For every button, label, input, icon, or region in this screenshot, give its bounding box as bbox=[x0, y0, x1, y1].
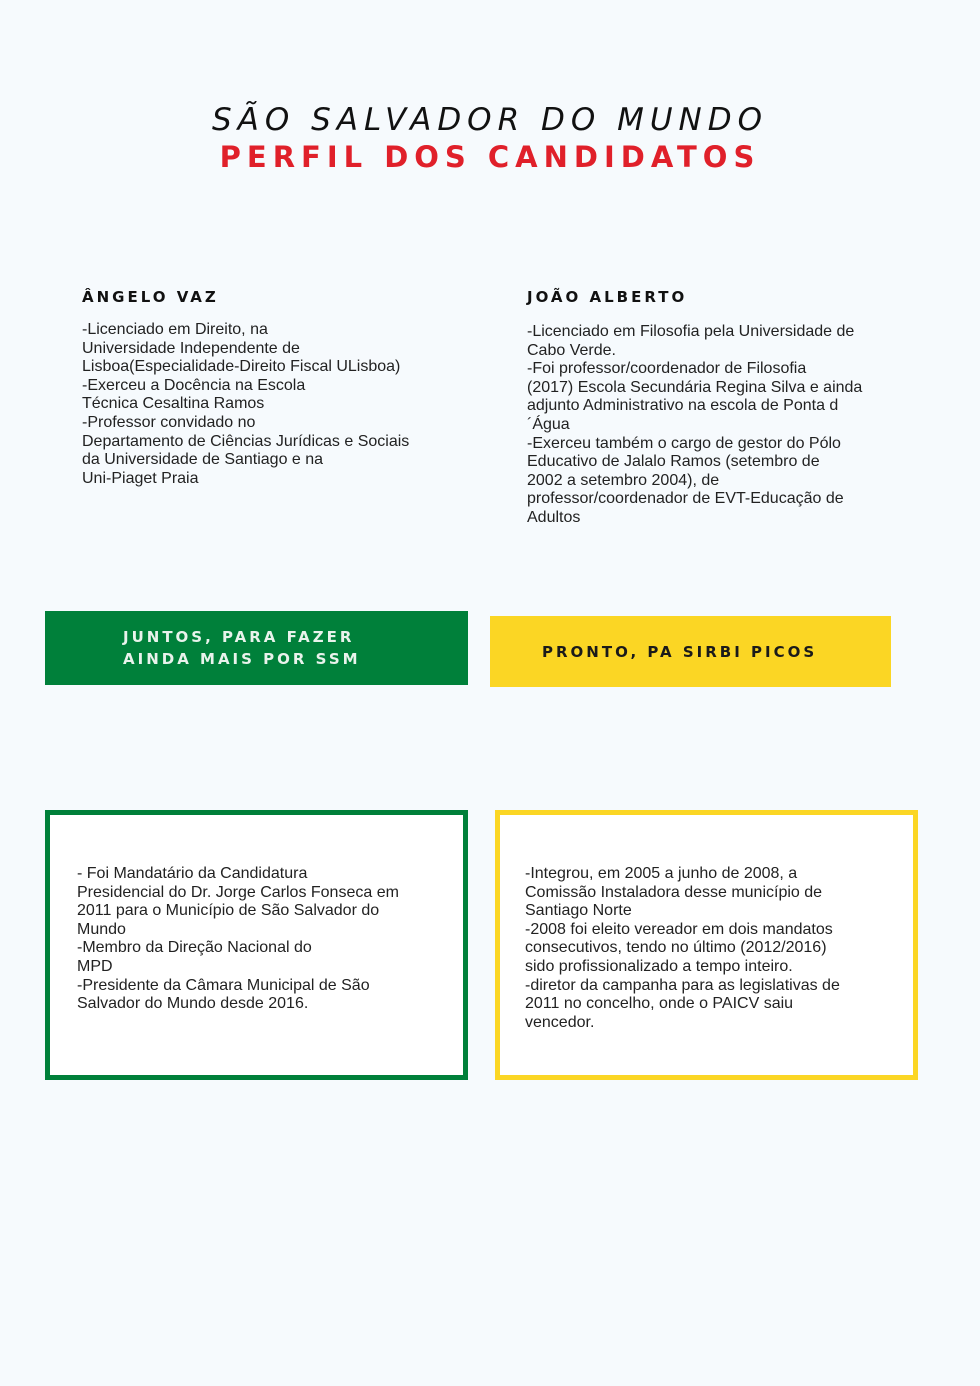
details-line: Comissão Instaladora desse município de bbox=[525, 883, 823, 901]
details-line: sido profissionalizado a tempo inteiro. bbox=[525, 957, 793, 975]
details-line: -diretor da campanha para as legislativas de bbox=[525, 976, 840, 994]
details-line: MPD bbox=[77, 957, 113, 975]
bio-line: -Exerceu a Docência na Escola bbox=[82, 376, 306, 394]
bio-line: Técnica Cesaltina Ramos bbox=[82, 395, 265, 413]
bio-line: Cabo Verde. bbox=[527, 341, 616, 359]
bio-line: -Licenciado em Direito, na bbox=[82, 321, 268, 338]
details-line: -Membro da Direção Nacional do bbox=[77, 939, 312, 957]
slogan-text bbox=[490, 641, 817, 663]
candidate-name-joao-alberto: JOÃO ALBERTO bbox=[527, 288, 688, 306]
details-line: -2008 foi eleito vereador em dois mandatos bbox=[525, 920, 833, 938]
bio-line: 2002 a setembro 2004), de bbox=[527, 471, 720, 489]
bio-line: professor/coordenador de EVT-Educação de bbox=[527, 490, 844, 508]
bio-line: Uni-Piaget Praia bbox=[82, 469, 199, 487]
bio-line: Universidade Independente de bbox=[82, 339, 300, 357]
bio-line: -Professor convidado no bbox=[82, 413, 256, 431]
slogan-line: JUNTOS, PARA FAZER bbox=[123, 628, 355, 646]
details-box-joao-alberto bbox=[495, 810, 918, 1080]
bio-line: -Foi professor/coordenador de Filosofia bbox=[527, 360, 807, 378]
details-text bbox=[77, 865, 399, 1014]
details-line: -Presidente da Câmara Municipal de São bbox=[77, 976, 370, 994]
details-line: Mundo bbox=[77, 920, 126, 938]
slogan-line: PRONTO, PA SIRBI PICOS bbox=[542, 642, 818, 661]
details-line: 2011 para o Município de São Salvador do bbox=[77, 902, 380, 920]
details-line: -Integrou, em 2005 a junho de 2008, a bbox=[525, 865, 798, 882]
bio-line: Adultos bbox=[527, 508, 581, 526]
slogan-banner-angelo-vaz bbox=[45, 611, 468, 685]
details-line: Salvador do Mundo desde 2016. bbox=[77, 995, 309, 1013]
slogan-banner-joao-alberto bbox=[490, 616, 891, 687]
slogan-text bbox=[45, 626, 361, 670]
details-line: - Foi Mandatário da Candidatura bbox=[77, 865, 308, 882]
bio-line: ´Água bbox=[527, 415, 570, 433]
page-subtitle: PERFIL DOS CANDIDATOS bbox=[219, 140, 761, 174]
bio-line: Educativo de Jalalo Ramos (setembro de bbox=[527, 453, 820, 471]
details-line: vencedor. bbox=[525, 1013, 595, 1031]
bio-line: Lisboa(Especialidade-Direito Fiscal ULisboa) bbox=[82, 358, 401, 376]
details-box-angelo-vaz bbox=[45, 810, 468, 1080]
page-title: SÃO SALVADOR DO MUNDO bbox=[211, 102, 769, 138]
page-header bbox=[0, 100, 980, 174]
bio-line: adjunto Administrativo na escola de Ponta d bbox=[527, 397, 839, 415]
details-line: Presidencial do Dr. Jorge Carlos Fonseca em bbox=[77, 883, 399, 901]
details-text bbox=[525, 865, 840, 1032]
bio-line: -Licenciado em Filosofia pela Universidade de bbox=[527, 323, 855, 340]
bio-line: Departamento de Ciências Jurídicas e Sociais bbox=[82, 432, 410, 450]
slogan-line: AINDA MAIS POR SSM bbox=[123, 650, 361, 668]
candidate-bio-angelo-vaz bbox=[82, 321, 409, 488]
details-line: 2011 no concelho, onde o PAICV saiu bbox=[525, 995, 794, 1013]
bio-line: (2017) Escola Secundária Regina Silva e ainda bbox=[527, 378, 863, 396]
bio-line: -Exerceu também o cargo de gestor do Pólo bbox=[527, 434, 841, 452]
details-line: Santiago Norte bbox=[525, 902, 632, 920]
bio-line: da Universidade de Santiago e na bbox=[82, 451, 324, 469]
candidate-bio-joao-alberto bbox=[527, 323, 862, 528]
candidate-name-angelo-vaz: ÂNGELO VAZ bbox=[82, 288, 219, 306]
details-line: consecutivos, tendo no último (2012/2016) bbox=[525, 939, 827, 957]
